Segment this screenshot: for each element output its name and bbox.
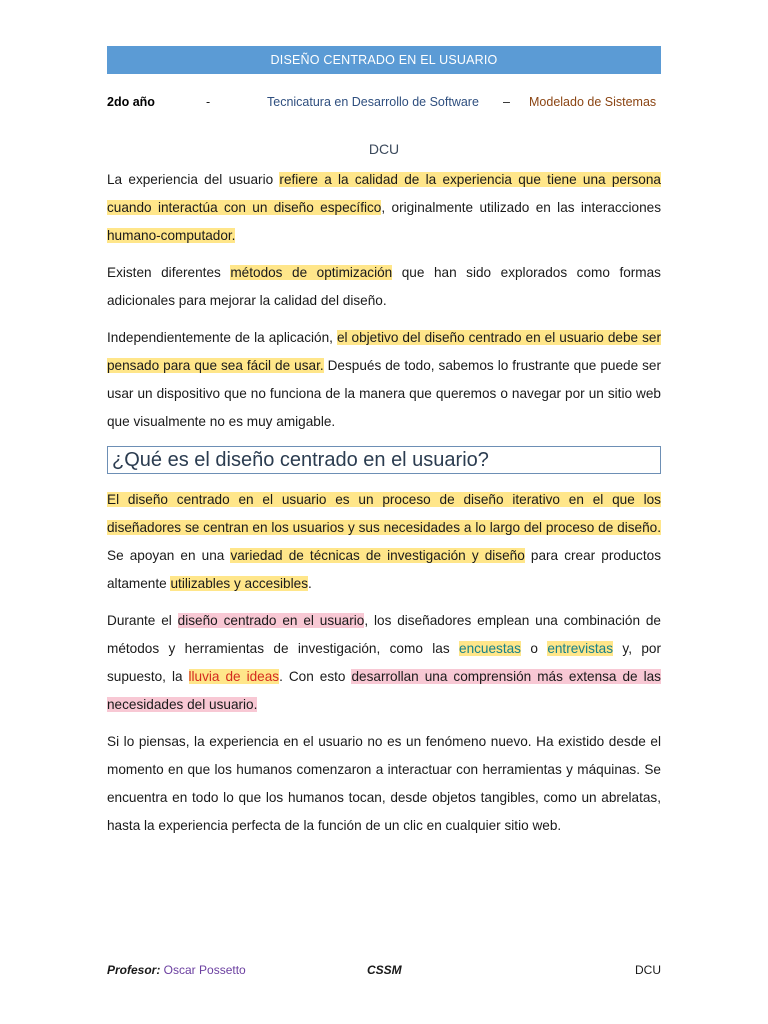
text: Independientemente de la aplicación, [107,330,337,345]
text: en el que los diseñadores se centran en los usuarios y sus necesidades a lo largo del proceso de diseño. [107,492,661,535]
highlight-pink: desarrollan una comprensión más extensa de las necesidades del usuario. [107,669,661,712]
text: Durante el [107,613,178,628]
highlight-yellow: El diseño centrado en el usuario es un proceso de diseño [107,492,513,507]
highlight-yellow: utilizables y accesibles [170,576,308,591]
text: Después de todo, sabemos lo frustrante que puede ser usar un dispositivo que no funciona de la manera que queremos o navegar por un sitio web que visualmente no es muy amigable. [107,358,661,429]
footer-doc-code: DCU [635,963,661,977]
highlight-yellow: iterativo [512,492,560,507]
paragraph-methods-tools [107,607,661,719]
highlight-yellow: el objetivo del diseño centrado en el usuario debe ser pensado para que sea fácil de usar. [107,330,662,373]
institution: CSSM [367,963,402,977]
highlight-teal-word: entrevistas [547,641,614,656]
professor [107,962,246,978]
highlight-yellow: métodos de optimización [230,265,393,280]
text: . Con esto [279,669,352,684]
section-heading: ¿Qué es el diseño centrado en el usuario? [107,446,661,474]
text: , originalmente utilizado en las interacciones [381,200,661,215]
paragraph-history: Si lo piensas, la experiencia en el usuario no es un fenómeno nuevo. Ha existido desde el momento en que los humanos comenzaron a interactuar con herramientas y máquinas. Se encuentra en todo lo que los humanos tocan, desde objetos tangibles, como un abrelatas, hasta la experiencia perfecta de la función de un clic en cualquier sitio web. [107,734,661,833]
paragraph-definition [107,486,661,598]
separator: - [206,95,211,109]
subject-name: Modelado de Sistemas [529,95,657,109]
text: Existen diferentes [107,265,231,280]
highlight-yellow: humano-computador. [107,228,236,243]
highlight-yellow: refiere a la calidad de la experiencia que tiene una persona cuando interactúa con un diseño específico [107,172,661,215]
text: y, por supuesto, la [107,641,662,684]
text: para crear productos altamente [107,548,661,591]
text: La experiencia del usuario [107,172,280,187]
highlight-teal-word: encuestas [459,641,521,656]
career-name: Tecnicatura en Desarrollo de Software [267,95,479,109]
professor-name: Oscar Possetto [160,963,246,977]
paragraph-objective [107,324,661,436]
professor-label: Profesor: [107,963,161,977]
paragraph-methods [107,259,661,315]
text: . [308,576,312,591]
header-banner: DISEÑO CENTRADO EN EL USUARIO [107,46,661,74]
document-body [107,166,661,849]
text: Se apoyan en una [107,548,231,563]
text: , los diseñadores emplean una combinación de métodos y herramientas de investigación, como las [107,613,661,656]
paragraph-intro [107,166,661,250]
highlight-yellow: variedad de técnicas de investigación y diseño [230,548,525,563]
highlight-pink: diseño centrado en el usuario [177,613,365,628]
text: que han sido explorados como formas adicionales para mejorar la calidad del diseño. [107,265,661,308]
highlight-red-word: lluvia de ideas [188,669,280,684]
page-footer [107,962,661,978]
separator: – [503,95,510,109]
header-subline [107,92,661,112]
document-title: DCU [368,141,400,157]
course-year: 2do año [107,95,155,109]
text: o [520,641,548,656]
